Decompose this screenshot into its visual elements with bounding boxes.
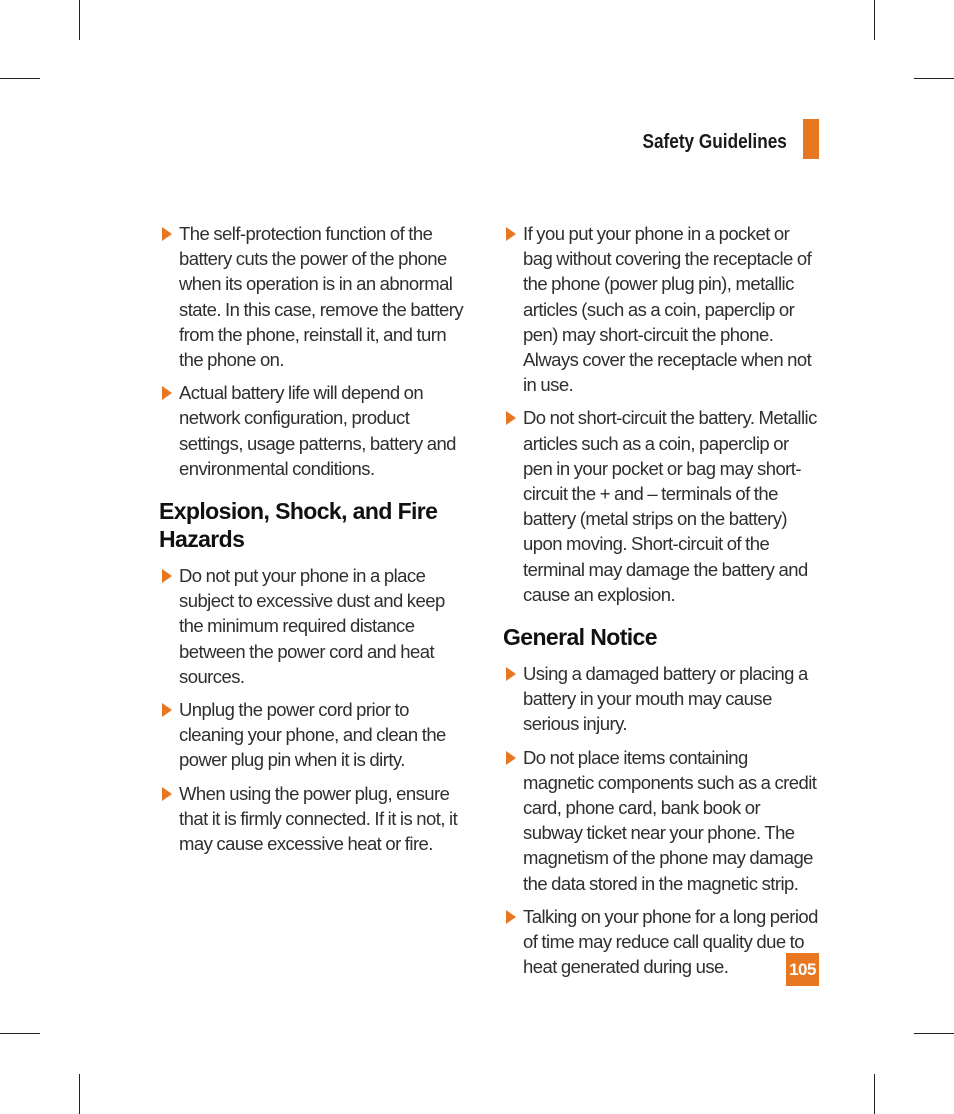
list-item-text: Do not put your phone in a place subject to excessive dust and keep the minimum required distance between the power cord and heat sources. (179, 565, 445, 687)
crop-mark-right-bottom (914, 1033, 954, 1034)
bullet-arrow-icon (506, 411, 516, 425)
bullet-arrow-icon (162, 569, 172, 583)
list-item-text: Do not place items containing magnetic components such as a credit card, phone card, bank book or subway ticket near your phone. The magnetism of the phone may damage the data stored in the magnetic strip. (523, 746, 817, 894)
crop-mark-bottom-right (874, 1074, 875, 1114)
list-item (159, 697, 471, 773)
crop-mark-bottom-left (79, 1074, 80, 1114)
bullet-arrow-icon (506, 910, 516, 924)
page-number: 105 (786, 953, 819, 986)
list-item-text: Actual battery life will depend on network configuration, product settings, usage patterns, battery and environmental conditions. (179, 382, 456, 479)
section-heading-explosion: Explosion, Shock, and Fire Hazards (159, 498, 438, 553)
list-item (159, 563, 471, 689)
list-item-text: When using the power plug, ensure that it is firmly connected. If it is not, it may cause excessive heat or fire. (179, 782, 458, 855)
list-item-text: Unplug the power cord prior to cleaning your phone, and clean the power plug pin when it is dirty. (179, 699, 446, 771)
list-item-text: If you put your phone in a pocket or bag without covering the receptacle of the phone (power plug pin), metallic articles (such as a coin, paperclip or pen) may short-circuit the phone. Always cover the receptacle when not in use. (523, 223, 812, 396)
crop-mark-top-right (874, 0, 875, 40)
left-column (159, 221, 471, 864)
list-item-text: Using a damaged battery or placing a battery in your mouth may cause serious injury. (523, 663, 808, 735)
list-item-text: Talking on your phone for a long period of time may reduce call quality due to heat generated during use. (523, 905, 818, 978)
bullet-arrow-icon (162, 787, 172, 801)
list-item (503, 904, 819, 980)
list-item (159, 380, 471, 481)
crop-mark-left-bottom (0, 1033, 40, 1034)
crop-mark-top-left (79, 0, 80, 40)
crop-mark-left-top (0, 78, 40, 79)
bullet-arrow-icon (506, 667, 516, 681)
page-header-title: Safety Guidelines (642, 131, 787, 153)
bullet-arrow-icon (162, 703, 172, 717)
header-accent-tab (803, 119, 819, 159)
list-item-text: Do not short-circuit the battery. Metallic articles such as a coin, paperclip or pen in your pocket or bag may short-circuit the + and – terminals of the battery (metal strips on the battery) upon moving. Short-circuit of the terminal may damage the battery and cause an explosion. (523, 407, 817, 605)
right-column (503, 221, 819, 987)
list-item (503, 221, 819, 397)
list-item (503, 745, 819, 896)
crop-mark-right-top (914, 78, 954, 79)
bullet-arrow-icon (506, 751, 516, 765)
list-item-text: The self-protection function of the battery cuts the power of the phone when its operation is in an abnormal state. In this case, remove the battery from the phone, reinstall it, and turn the phone on. (179, 223, 464, 371)
bullet-arrow-icon (506, 227, 516, 241)
section-heading-general-notice: General Notice (503, 624, 657, 651)
list-item (503, 405, 819, 607)
bullet-arrow-icon (162, 227, 172, 241)
list-item (159, 221, 471, 372)
list-item (159, 781, 471, 857)
list-item (503, 661, 819, 737)
bullet-arrow-icon (162, 386, 172, 400)
